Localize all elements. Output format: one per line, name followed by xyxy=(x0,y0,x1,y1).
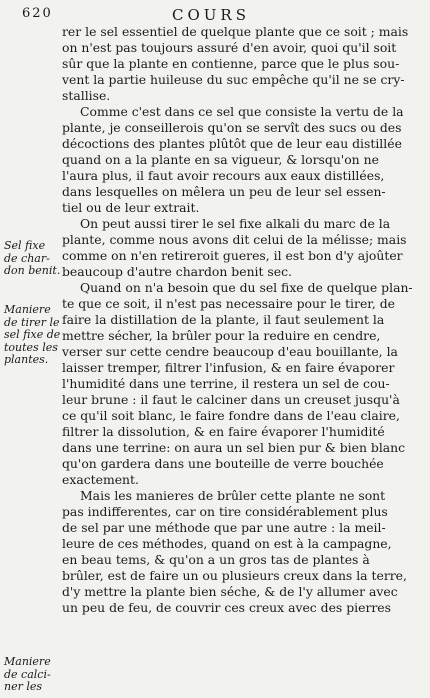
text-line: faire la distillation de la plante, il faut seulement la xyxy=(62,312,385,327)
text-line: ce qu'il soit blanc, le faire fondre dans de l'eau claire, xyxy=(62,408,400,423)
text-line: pas indifferentes, car on tire considérablement plus xyxy=(62,504,388,519)
margin-note-maniere-calciner xyxy=(4,656,62,694)
text-line: qu'on gardera dans une bouteille de verre bouchée xyxy=(62,456,384,471)
text-line: rer le sel essentiel de quelque plante que ce soit ; mais xyxy=(62,24,409,39)
text-line: l'aura plus, il faut avoir recours aux eaux distillées, xyxy=(62,168,385,183)
text-line: tiel ou de leur extrait. xyxy=(62,200,200,215)
text-line: brûler, est de faire un ou plusieurs creux dans la terre, xyxy=(62,568,407,583)
margin-note-line: Maniere xyxy=(4,655,51,668)
text-line: vent la partie huileuse du suc empêche qu'il ne se cry- xyxy=(62,72,405,87)
margin-note-sel-fixe xyxy=(4,240,62,278)
text-line: décoctions des plantes plûtôt que de leur eau distillée xyxy=(62,136,402,151)
text-line: on n'est pas toujours assuré d'en avoir, quoi qu'il soit xyxy=(62,40,397,55)
text-line: en beau tems, & qu'on a un gros tas de plantes à xyxy=(62,552,370,567)
text-line: dans une terrine: on aura un sel bien pur & bien blanc xyxy=(62,440,406,455)
body-text xyxy=(62,24,414,616)
text-line: On peut aussi tirer le sel fixe alkali du marc de la xyxy=(80,216,391,231)
text-line: plante, je conseillerois qu'on se servît des sucs ou des xyxy=(62,120,402,135)
text-line: Comme c'est dans ce sel que consiste la vertu de la xyxy=(80,104,404,119)
margin-note-line: de char- xyxy=(4,251,50,265)
text-line: mettre sécher, la brûler pour la reduire en cendre, xyxy=(62,328,381,343)
text-line: exactement. xyxy=(62,472,139,487)
margin-note-line: Maniere xyxy=(4,303,51,316)
text-line: leur brune : il faut le calciner dans un creuset jusqu'à xyxy=(62,392,400,407)
margin-note-line: toutes les xyxy=(4,340,58,354)
margin-note-line: de calci- xyxy=(4,667,51,681)
margin-note-line: sel fixe de xyxy=(4,328,61,341)
margin-note-line: Sel fixe xyxy=(4,239,46,252)
text-line: verser sur cette cendre beaucoup d'eau bouillante, la xyxy=(62,344,398,359)
running-title: COURS xyxy=(172,6,250,24)
text-line: beaucoup d'autre chardon benit sec. xyxy=(62,264,292,279)
text-line: d'y mettre la plante bien séche, & de l'y allumer avec xyxy=(62,584,398,599)
page-number: 620 xyxy=(22,6,53,21)
margin-note-maniere-tirer xyxy=(4,304,62,367)
text-line: filtrer la dissolution, & en faire évaporer l'humidité xyxy=(62,424,385,439)
text-line: comme on n'en retireroit gueres, il est bon d'y ajoûter xyxy=(62,248,403,263)
text-line: un peu de feu, de couvrir ces creux avec des pierres xyxy=(62,600,391,615)
text-line: plante, comme nous avons dit celui de la mélisse; mais xyxy=(62,232,407,247)
text-line: stallise. xyxy=(62,88,111,103)
text-line: Mais les manieres de brûler cette plante ne sont xyxy=(80,488,386,503)
margin-note-line: don benit. xyxy=(4,264,61,277)
margin-note-line: plantes. xyxy=(4,353,49,366)
text-line: laisser tremper, filtrer l'infusion, & en faire évaporer xyxy=(62,360,395,375)
text-line: de sel par une méthode que par une autre : la meil- xyxy=(62,520,386,535)
text-line: quand on a la plante en sa vigueur, & lorsqu'on ne xyxy=(62,152,379,167)
text-line: dans lesquelles on mêlera un peu de leur sel essen- xyxy=(62,184,386,199)
text-line: l'humidité dans une terrine, il restera un sel de cou- xyxy=(62,376,390,391)
text-line: leure de ces méthodes, quand on est à la campagne, xyxy=(62,536,392,551)
text-line: Quand on n'a besoin que du sel fixe de quelque plan- xyxy=(80,280,413,295)
margin-note-line: ner les xyxy=(4,680,43,693)
margin-note-line: de tirer le xyxy=(4,315,60,329)
text-line: sûr que la plante en contienne, parce que le plus sou- xyxy=(62,56,400,71)
text-line: te que ce soit, il n'est pas necessaire pour le tirer, de xyxy=(62,296,395,311)
